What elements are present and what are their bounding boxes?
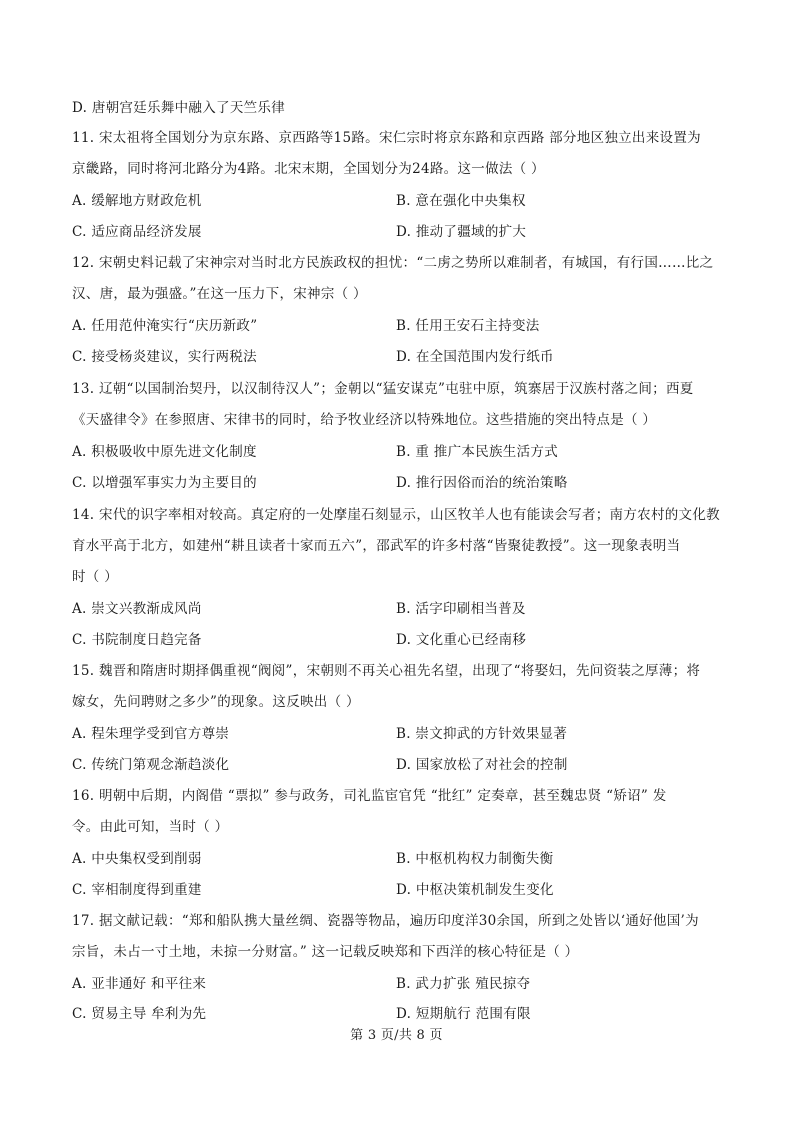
prev-option-d: D. 唐朝宫廷乐舞中融入了天竺乐律 bbox=[72, 100, 286, 116]
question-stem-line: 11. 宋太祖将全国划分为京东路、京西路等15路。宋仁宗时将京东路和京西路 部分地区独立出来设置为 bbox=[72, 130, 701, 146]
options-row bbox=[72, 1002, 732, 1024]
option-b: B. 中枢机构权力制衡失衡 bbox=[396, 851, 554, 867]
options-row bbox=[72, 597, 732, 619]
question-stem-line: 宗旨，未占一寸土地，未掠一分财富。” 这一记载反映郑和下西洋的核心特征是（ ） bbox=[72, 944, 579, 960]
options-row bbox=[72, 440, 732, 462]
options-row bbox=[72, 753, 732, 775]
question-stem-line: 汉、唐，最为强盛。”在这一压力下，宋神宗（ ） bbox=[72, 286, 367, 302]
options-row bbox=[72, 471, 732, 493]
question-stem-line: 15. 魏晋和隋唐时期择偶重视“阀阅”，宋朝则不再关心祖先名望，出现了“将娶妇，先问资装之厚薄；将 bbox=[72, 663, 701, 679]
question-stem-line: 14. 宋代的识字率相对较高。真定府的一处摩崖石刻显示，山区牧羊人也有能读会写者；南方农村的文化教 bbox=[72, 507, 720, 523]
option-a: A. 中央集权受到削弱 bbox=[72, 851, 202, 867]
option-a: A. 任用范仲淹实行“庆历新政” bbox=[72, 318, 258, 334]
option-b: B. 活字印刷相当普及 bbox=[396, 601, 526, 617]
question-stem-line: 育水平高于北方，如建州“耕且读者十家而五六”，邵武军的许多村落“皆聚徒教授”。这一现象表明当 bbox=[72, 538, 681, 554]
option-d: D. 推行因俗而治的统治策略 bbox=[396, 475, 568, 491]
options-row bbox=[72, 878, 732, 900]
option-d: D. 在全国范围内发行纸币 bbox=[396, 349, 554, 365]
option-c: C. 以增强军事实力为主要目的 bbox=[72, 475, 257, 491]
question-stem-line: 13. 辽朝“以国制治契丹，以汉制待汉人”；金朝以“猛安谋克”屯驻中原，筑寨居于汉族村落之间；西夏 bbox=[72, 381, 694, 397]
option-d: D. 短期航行 范围有限 bbox=[396, 1006, 531, 1022]
option-a: A. 缓解地方财政危机 bbox=[72, 193, 202, 209]
question-stem-line: 令。由此可知，当时（ ） bbox=[72, 819, 229, 835]
question-stem-line: 嫁女，先问聘财之多少”的现象。这反映出（ ） bbox=[72, 694, 360, 710]
option-c: C. 接受杨炎建议，实行两税法 bbox=[72, 349, 257, 365]
options-row bbox=[72, 972, 732, 994]
option-c: C. 宰相制度得到重建 bbox=[72, 882, 202, 898]
options-row bbox=[72, 847, 732, 869]
options-row bbox=[72, 345, 732, 367]
option-a: A. 积极吸收中原先进文化制度 bbox=[72, 444, 257, 460]
option-b: B. 重 推广本民族生活方式 bbox=[396, 444, 558, 460]
option-a: A. 崇文兴教渐成风尚 bbox=[72, 601, 202, 617]
options-row bbox=[72, 189, 732, 211]
option-b: B. 武力扩张 殖民掠夺 bbox=[396, 976, 531, 992]
option-a: A. 程朱理学受到官方尊崇 bbox=[72, 726, 230, 742]
option-b: B. 意在强化中央集权 bbox=[396, 193, 526, 209]
option-c: C. 适应商品经济发展 bbox=[72, 224, 202, 240]
question-stem-line: 16. 明朝中后期，内阁借 “票拟” 参与政务，司礼监宦官凭 “批红” 定奏章，甚至魏忠贤 “矫诏” 发 bbox=[72, 788, 667, 804]
option-c: C. 贸易主导 牟利为先 bbox=[72, 1006, 207, 1022]
options-row bbox=[72, 722, 732, 744]
option-b: B. 崇文抑武的方针效果显著 bbox=[396, 726, 568, 742]
option-a: A. 亚非通好 和平往来 bbox=[72, 976, 207, 992]
options-row bbox=[72, 628, 732, 650]
options-row bbox=[72, 220, 732, 242]
options-row bbox=[72, 314, 732, 336]
question-stem-line: 12. 宋朝史料记载了宋神宗对当时北方民族政权的担忧：“二虏之势所以难制者，有城国，有行国……比之 bbox=[72, 255, 714, 271]
option-d: D. 文化重心已经南移 bbox=[396, 632, 527, 648]
option-d: D. 国家放松了对社会的控制 bbox=[396, 757, 568, 773]
question-stem-line: 京畿路，同时将河北路分为4路。北宋末期，全国划分为24路。这一做法（ ） bbox=[72, 161, 545, 177]
question-stem-line: 《天盛律令》在参照唐、宋律书的同时，给予牧业经济以特殊地位。这些措施的突出特点是（ ） bbox=[72, 412, 657, 428]
page-number-footer: 第 3 页/共 8 页 bbox=[350, 1028, 443, 1043]
option-c: C. 传统门第观念渐趋淡化 bbox=[72, 757, 230, 773]
question-stem-line: 时（ ） bbox=[72, 569, 118, 585]
option-c: C. 书院制度日趋完备 bbox=[72, 632, 202, 648]
option-b: B. 任用王安石主持变法 bbox=[396, 318, 540, 334]
option-d: D. 推动了疆域的扩大 bbox=[396, 224, 527, 240]
question-stem-line: 17. 据文献记载：“郑和船队携大量丝绸、瓷器等物品，遍历印度洋30余国，所到之处皆以‘通好他国’为 bbox=[72, 913, 699, 929]
option-d: D. 中枢决策机制发生变化 bbox=[396, 882, 554, 898]
